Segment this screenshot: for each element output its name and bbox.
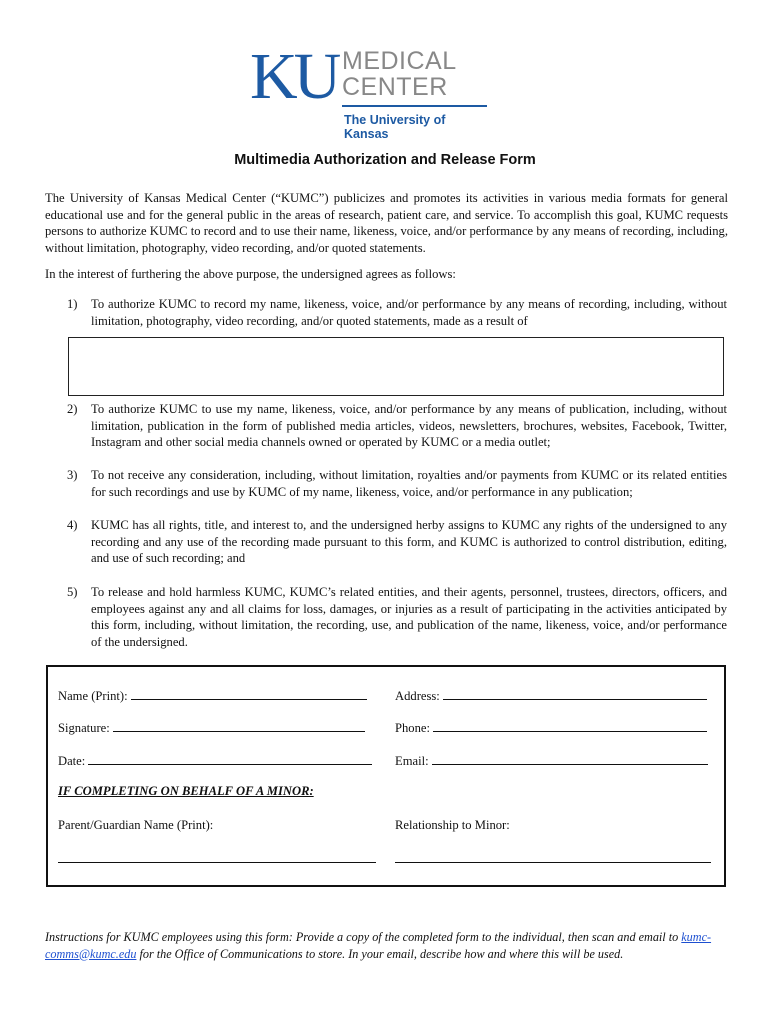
signature-label: Signature:: [58, 721, 110, 735]
phone-label: Phone:: [395, 721, 430, 735]
list-number: 4): [67, 518, 78, 532]
name-line[interactable]: [131, 687, 367, 700]
list-text: KUMC has all rights, title, and interest to, and the undersigned herby assigns to KUMC any rights of the undersigned to any recording and any use of the recording made pursuant to this form, and KUMC is authorized to control distribution, editing, and use of such recording; and: [91, 518, 727, 566]
list-number: 1): [67, 297, 78, 311]
logo-center: CENTER: [342, 73, 448, 101]
list-text: To authorize KUMC to record my name, likeness, voice, and/or performance by any means of recording, including, without limitation, photography, video recording, and/or quoted statements, made as a result of: [91, 297, 727, 328]
relationship-label: Relationship to Minor:: [395, 818, 510, 832]
relationship-line[interactable]: [395, 862, 711, 863]
signature-line[interactable]: [113, 719, 365, 732]
recording-description-box[interactable]: [68, 337, 724, 396]
date-line[interactable]: [88, 752, 372, 765]
address-field[interactable]: [395, 687, 707, 704]
signature-field[interactable]: [58, 719, 365, 736]
instructions-text-end: for the Office of Communications to store. In your email, describe how and where this will be used.: [136, 946, 624, 961]
comms-email-link[interactable]: kumc-comms@kumc.edu: [45, 930, 712, 961]
minor-heading: IF COMPLETING ON BEHALF OF A MINOR:: [58, 784, 314, 798]
email-line[interactable]: [432, 752, 708, 765]
logo-university: The University of Kansas: [344, 113, 446, 141]
form-title: Multimedia Authorization and Release Form: [234, 152, 536, 168]
lead-paragraph: In the interest of furthering the above purpose, the undersigned agrees as follows:: [45, 267, 456, 281]
logo-divider: [342, 105, 487, 107]
date-label: Date:: [58, 754, 86, 768]
logo-medical: MEDICAL: [342, 47, 457, 75]
kumc-logo: [250, 40, 490, 141]
signatory-info-box: [46, 665, 726, 887]
email-field[interactable]: [395, 752, 708, 769]
phone-field[interactable]: [395, 719, 707, 736]
date-field[interactable]: [58, 752, 372, 769]
list-text: To release and hold harmless KUMC, KUMC’s related entities, and their agents, personnel, trustees, directors, officers, and employees against any and all claims for loss, damages, or injuries as a result of participating in the activities anticipated by this form, including, without limitation, the recording, use, and publication of the name, likeness, voice, and/or performance of the undersigned.: [91, 585, 727, 649]
address-label: Address:: [395, 689, 440, 703]
employee-instructions: [45, 929, 728, 962]
logo-ku-mark: KU: [250, 40, 338, 113]
intro-paragraph: The University of Kansas Medical Center (“KUMC”) publicizes and promotes its activities in various media formats for general educational use and for the general public in the areas of research, patient care, and service. To accomplish this goal, KUMC requests persons to authorize KUMC to record and to use their name, likeness, voice, and/or performance by any means of recording, including, without limitation, photography, video recording, and/or quoted statements.: [45, 191, 728, 255]
name-field[interactable]: [58, 687, 367, 704]
list-number: 2): [67, 402, 78, 416]
name-label: Name (Print):: [58, 689, 128, 703]
list-number: 5): [67, 585, 78, 599]
guardian-name-line[interactable]: [58, 862, 376, 863]
list-number: 3): [67, 468, 78, 482]
list-text: To not receive any consideration, including, without limitation, royalties and/or payments from KUMC or its related entities for such recordings and use by KUMC of my name, likeness, voice, and/or performance in any publication;: [91, 468, 727, 499]
guardian-label: Parent/Guardian Name (Print):: [58, 818, 214, 832]
list-text: To authorize KUMC to use my name, likeness, voice, and/or performance by any means of publication, including, without limitation, publication in the form of published media articles, videos, newsletters, brochures, websites, Facebook, Twitter, Instagram and other social media channels owned or operated by KUMC or a media outlet;: [91, 402, 727, 450]
email-label: Email:: [395, 754, 429, 768]
address-line[interactable]: [443, 687, 707, 700]
phone-line[interactable]: [433, 719, 707, 732]
instructions-text: Instructions for KUMC employees using this form: Provide a copy of the completed form to the individual, then scan and email to: [45, 930, 682, 944]
